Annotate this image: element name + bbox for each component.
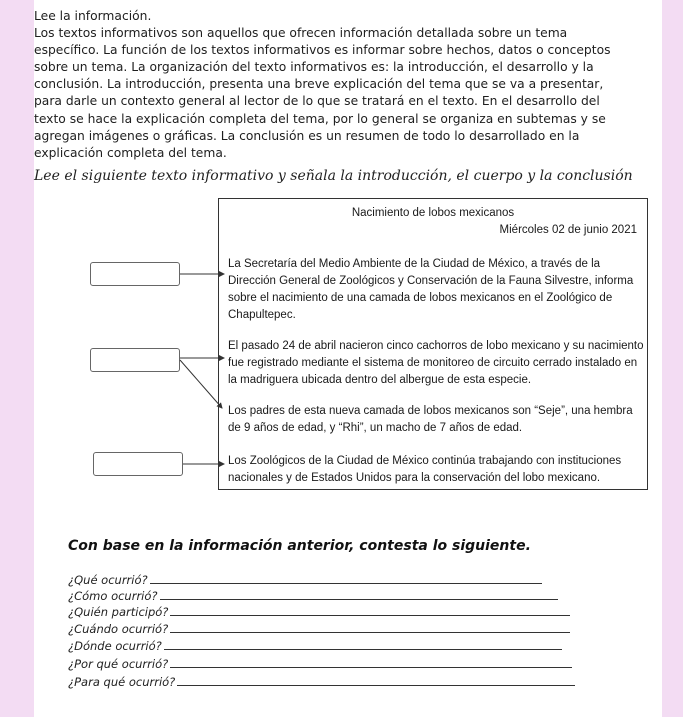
instruction-text: Lee el siguiente texto informativo y señala la introducción, el cuerpo y la conclusión <box>34 168 633 184</box>
answer-line[interactable] <box>170 622 570 633</box>
intro-heading: Lee la información. <box>34 9 152 23</box>
question-item <box>68 605 570 619</box>
article-paragraph-1: La Secretaría del Medio Ambiente de la Ciudad de México, a través de la Dirección General de Zoológicos y Conservación de la Fauna Silvestre, informa sobre el nacimiento de una camada de lobos mexicanos en el Zoológico de Chapultepec. <box>228 258 634 321</box>
answer-line[interactable] <box>170 657 572 668</box>
answer-line[interactable] <box>150 573 542 584</box>
question-label: ¿Cómo ocurrió? <box>68 589 158 603</box>
answer-line[interactable] <box>177 675 575 686</box>
question-label: ¿Qué ocurrió? <box>68 573 148 587</box>
question-label: ¿Quién participó? <box>68 605 169 619</box>
article-paragraph-3: Los padres de esta nueva camada de lobos mexicanos son “Seje”, una hembra de 9 años de edad, y “Rhi”, un macho de 7 años de edad. <box>228 405 633 434</box>
article-paragraph-4: Los Zoológicos de la Ciudad de México continúa trabajando con instituciones nacionales y de Estados Unidos para la conservación del lobo mexicano. <box>228 455 622 484</box>
intro-paragraph: Los textos informativos son aquellos que ofrecen información detallada sobre un tema específico. La función de los textos informativos es informar sobre hechos, datos o conceptos sobre un tema. La organización del texto informativos es: la introducción, el desarrollo y la conclusión. La introducción, presenta una breve explicación del tema que se va a presentar, para darle un contexto general al lector de lo que se tratará en el texto. En el desarrollo del texto se hace la explicación completa del tema, por lo general se organiza en subtemas y se agregan imágenes o gráficas. La conclusión es un resumen de todo lo desarrollado en la explicación completa del tema. <box>34 26 611 160</box>
questions-subtitle: Con base en la información anterior, contesta lo siguiente. <box>68 538 531 554</box>
article-paragraph-2: El pasado 24 de abril nacieron cinco cachorros de lobo mexicano y su nacimiento fue registrado mediante el sistema de monitoreo de circuito cerrado instalado en la madriguera ubicada dentro del albergue de esta especie. <box>228 340 644 386</box>
arrow-to-body-paragraph-3 <box>180 360 222 408</box>
question-label: ¿Cuándo ocurrió? <box>68 622 169 636</box>
question-item <box>68 589 558 603</box>
article-title: Nacimiento de lobos mexicanos <box>351 207 515 219</box>
question-item <box>68 675 575 689</box>
answer-line[interactable] <box>164 639 562 650</box>
question-item <box>68 657 572 671</box>
question-label: ¿Por qué ocurrió? <box>68 657 169 671</box>
answer-line[interactable] <box>170 605 570 616</box>
answer-line[interactable] <box>160 589 558 600</box>
question-label: ¿Dónde ocurrió? <box>68 639 162 653</box>
question-item <box>68 573 542 587</box>
question-label: ¿Para qué ocurrió? <box>68 675 176 689</box>
question-item <box>68 639 562 653</box>
question-item <box>68 622 570 636</box>
article-date: Miércoles 02 de junio 2021 <box>499 224 637 236</box>
